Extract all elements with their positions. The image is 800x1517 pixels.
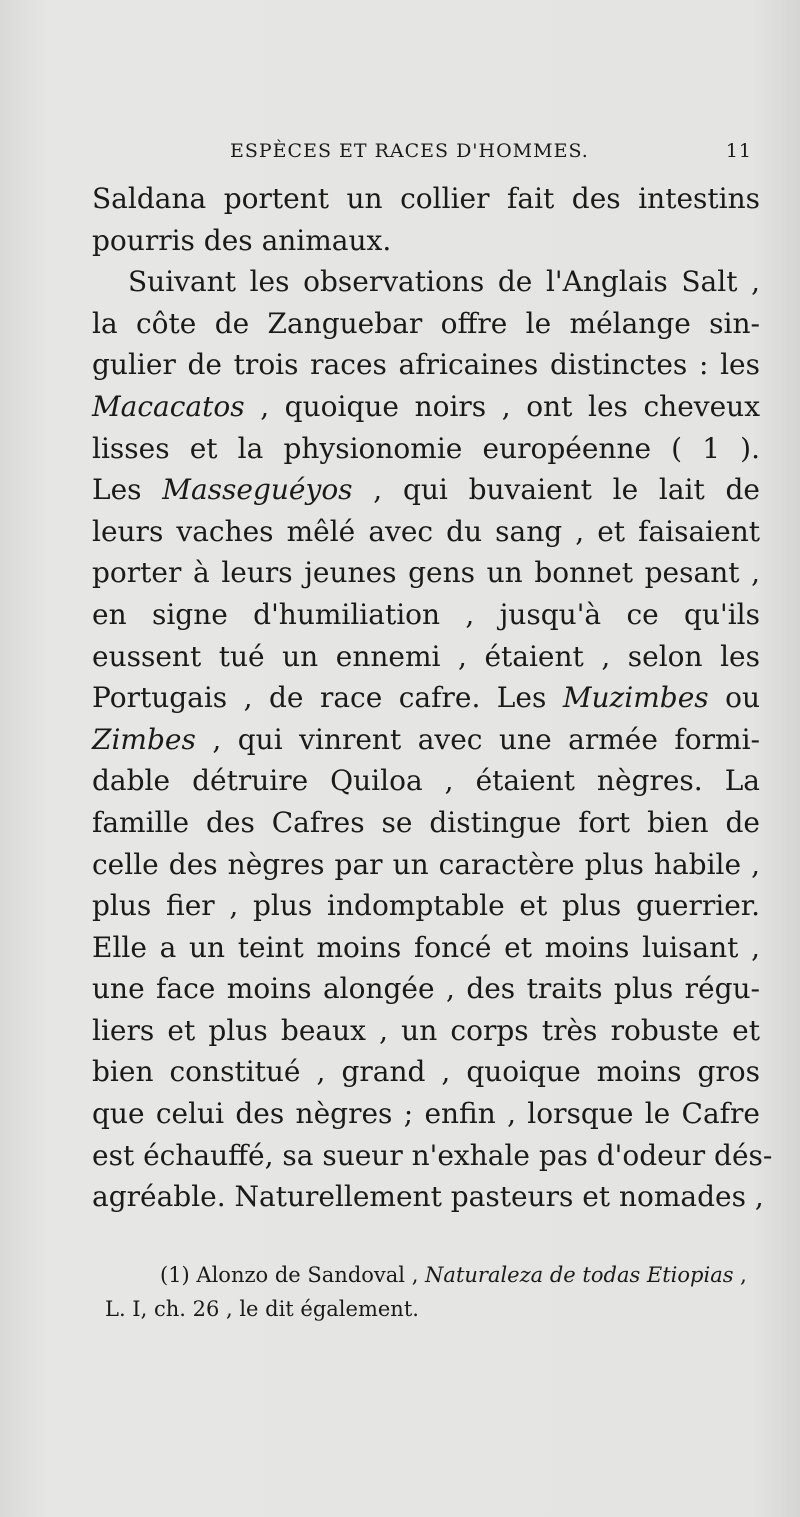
text-segment: , qui buvaient le lait de bbox=[352, 473, 761, 507]
italic-text: Macacatos bbox=[92, 389, 245, 423]
text-line bbox=[92, 1176, 764, 1218]
text-segment: leurs vaches mêlé avec du sang , et faisaient bbox=[92, 514, 760, 548]
text-segment: Suivant les observations de l'Anglais Salt , bbox=[128, 265, 760, 299]
text-line bbox=[92, 636, 760, 678]
text-line bbox=[92, 428, 760, 470]
running-title: ESPÈCES ET RACES D'HOMMES. bbox=[230, 140, 589, 162]
text-segment: Portugais , de race cafre. Les bbox=[92, 681, 563, 715]
text-segment: (1) Alonzo de Sandoval , bbox=[160, 1263, 426, 1287]
body-text bbox=[92, 178, 773, 1218]
footnote-line bbox=[105, 1292, 755, 1326]
text-line bbox=[92, 1010, 760, 1052]
text-line bbox=[92, 885, 760, 927]
text-line bbox=[92, 220, 760, 262]
text-line bbox=[92, 968, 760, 1010]
page-header bbox=[230, 140, 752, 170]
text-segment: plus fier , plus indomptable et plus guerrier. bbox=[92, 889, 760, 923]
italic-text: Muzimbes bbox=[562, 681, 709, 715]
text-line bbox=[92, 927, 760, 969]
text-segment: , bbox=[733, 1263, 747, 1287]
text-line bbox=[92, 844, 760, 886]
italic-text: Masseguéyos bbox=[162, 473, 353, 507]
text-segment: liers et plus beaux , un corps très robuste et bbox=[92, 1013, 760, 1047]
text-line bbox=[92, 344, 760, 386]
text-line bbox=[92, 261, 760, 303]
text-line bbox=[92, 677, 760, 719]
text-segment: eussent tué un ennemi , étaient , selon les bbox=[92, 639, 760, 673]
text-line bbox=[92, 178, 760, 220]
text-segment: gulier de trois races africaines distinctes : les bbox=[92, 348, 760, 382]
text-segment: en signe d'humiliation , jusqu'à ce qu'ils bbox=[92, 597, 760, 631]
text-segment: L. I, ch. 26 , le dit également. bbox=[105, 1297, 419, 1321]
text-line bbox=[92, 552, 760, 594]
footnotes bbox=[105, 1258, 755, 1326]
text-line bbox=[92, 1051, 760, 1093]
text-segment: Les bbox=[92, 473, 163, 507]
text-segment: pourris des animaux. bbox=[92, 223, 392, 257]
text-segment: est échauffé, sa sueur n'exhale pas d'odeur dés- bbox=[92, 1138, 773, 1172]
text-line bbox=[92, 469, 760, 511]
text-segment: que celui des nègres ; enfin , lorsque le Cafre bbox=[92, 1097, 760, 1131]
text-segment: , quoique noirs , ont les cheveux bbox=[244, 389, 760, 423]
text-segment: , qui vinrent avec une armée formi- bbox=[195, 722, 760, 756]
text-segment: porter à leurs jeunes gens un bonnet pesant , bbox=[92, 556, 760, 590]
italic-text: Naturaleza de todas Etiopias bbox=[425, 1263, 734, 1287]
text-segment: ou bbox=[708, 681, 760, 715]
text-segment: Elle a un teint moins foncé et moins luisant , bbox=[92, 930, 760, 964]
text-segment: agréable. Naturellement pasteurs et nomades , bbox=[92, 1180, 764, 1214]
text-line bbox=[92, 719, 760, 761]
text-segment: famille des Cafres se distingue fort bien de bbox=[92, 805, 760, 839]
footnote-line bbox=[105, 1258, 755, 1292]
italic-text: Zimbes bbox=[92, 722, 196, 756]
text-line bbox=[92, 1093, 760, 1135]
text-line bbox=[92, 760, 760, 802]
text-segment: une face moins alongée , des traits plus régu- bbox=[92, 972, 760, 1006]
text-segment: Saldana portent un collier fait des intestins bbox=[92, 182, 760, 215]
text-segment: celle des nègres par un caractère plus habile , bbox=[92, 847, 760, 881]
text-segment: dable détruire Quiloa , étaient nègres. La bbox=[92, 764, 760, 798]
text-line bbox=[92, 594, 760, 636]
text-segment: la côte de Zanguebar offre le mélange sin- bbox=[92, 306, 760, 340]
page-number: 11 bbox=[725, 140, 752, 162]
text-line bbox=[92, 303, 760, 345]
text-segment: bien constitué , grand , quoique moins gros bbox=[92, 1055, 760, 1089]
text-segment: lisses et la physionomie européenne ( 1 ). bbox=[92, 431, 760, 465]
text-line bbox=[92, 511, 760, 553]
text-line bbox=[92, 386, 760, 428]
text-line bbox=[92, 802, 760, 844]
text-line bbox=[92, 1135, 773, 1177]
